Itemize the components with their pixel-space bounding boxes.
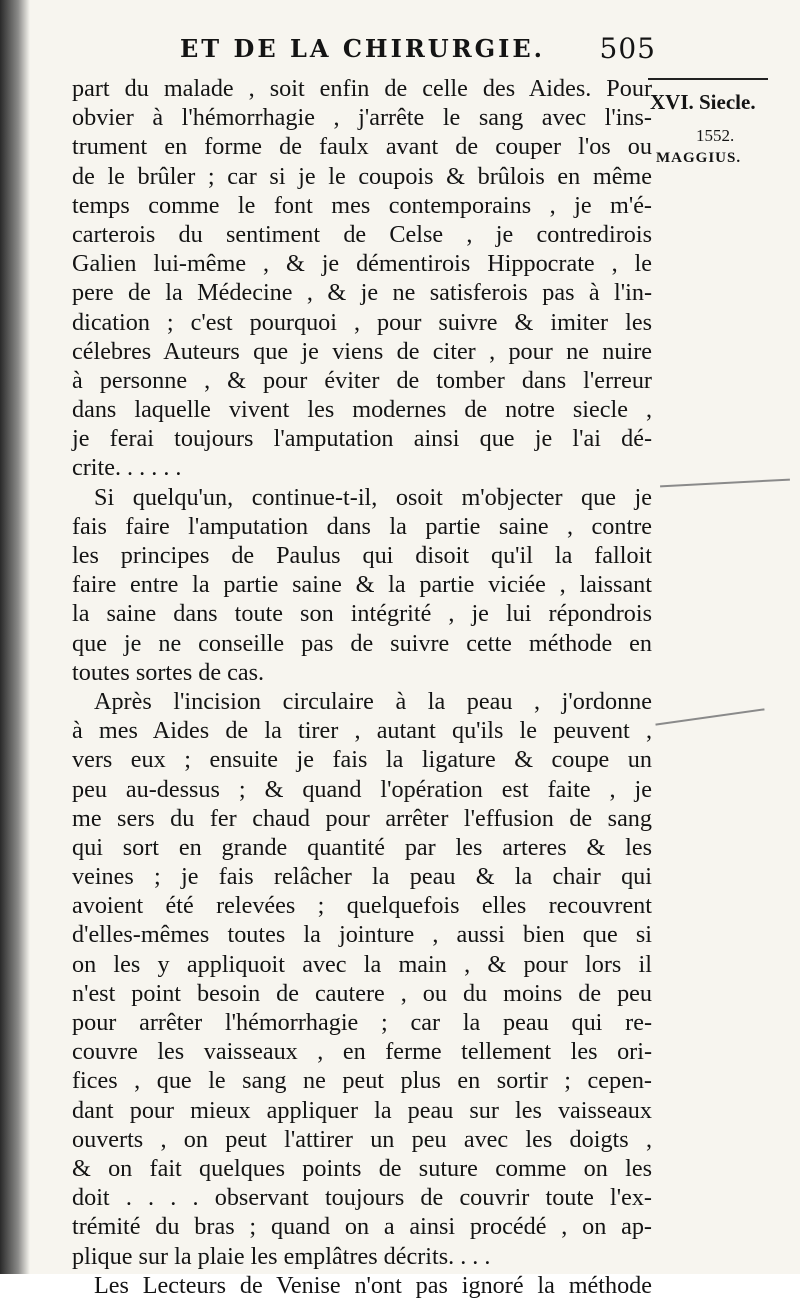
text-line: couvre les vaisseaux , en ferme tellement les ori-	[72, 1038, 652, 1066]
text-line: peu au-dessus ; & quand l'opération est faite , je	[72, 775, 652, 803]
text-line: plique sur la plaie les emplâtres décrits. . . .	[72, 1242, 491, 1270]
running-head	[180, 32, 656, 65]
text-line: temps comme le font mes contemporains , je m'é-	[72, 191, 652, 219]
text-line: n'est point besoin de cautere , ou du moins de peu	[72, 979, 652, 1007]
text-line: trument en forme de faulx avant de couper l'os ou	[72, 133, 652, 161]
page-gutter-shadow	[0, 0, 30, 1274]
text-line: toutes sortes de cas.	[72, 658, 265, 686]
text-line: crite. . . . . .	[72, 454, 182, 482]
text-line: dans laquelle vivent les modernes de notre siecle ,	[72, 396, 652, 424]
text-line: dication ; c'est pourquoi , pour suivre & imiter les	[72, 308, 652, 336]
margin-year: 1552.	[696, 126, 735, 145]
paragraph-start: Si quelqu'un, continue-t-il, osoit m'objecter que je	[94, 483, 652, 511]
text-line: avoient été relevées ; quelquefois elles recouvrent	[72, 892, 652, 920]
text-line: pere de la Médecine , & je ne satisferois pas à l'in-	[72, 279, 652, 307]
text-line: je ferai toujours l'amputation ainsi que je l'ai dé-	[72, 425, 652, 453]
margin-rule	[648, 78, 768, 80]
margin-author: MAGGIUS.	[656, 150, 742, 166]
pencil-mark	[655, 708, 764, 725]
pencil-mark	[660, 479, 790, 488]
text-line: qui sort en grande quantité par les arteres & les	[72, 833, 652, 861]
text-line: pour arrêter l'hémorrhagie ; car la peau qui re-	[72, 1009, 652, 1036]
text-line: on les y appliquoit avec la main , & pour lors il	[72, 950, 652, 978]
text-line: que je ne conseille pas de suivre cette méthode en	[72, 629, 652, 657]
text-line: me sers du fer chaud pour arrêter l'effusion de sang	[72, 804, 652, 832]
page-number: 505	[599, 32, 656, 65]
text-line: fices , que le sang ne peut plus en sortir ; cepen-	[72, 1067, 652, 1095]
paragraph-start: Après l'incision circulaire à la peau , j'ordonne	[94, 687, 652, 715]
text-line: les principes de Paulus qui disoit qu'il la falloit	[72, 542, 652, 569]
text-line: d'elles-mêmes toutes la jointure , aussi bien que si	[72, 921, 652, 949]
text-line: veines ; je fais relâcher la peau & la chair qui	[72, 863, 652, 891]
text-line: de le brûler ; car si je le coupois & brûlois en même	[72, 162, 652, 190]
text-line: à mes Aides de la tirer , autant qu'ils le peuvent ,	[72, 717, 652, 745]
text-line: obvier à l'hémorrhagie , j'arrête le sang avec l'ins-	[72, 104, 652, 132]
text-line: dant pour mieux appliquer la peau sur les vaisseaux	[72, 1096, 652, 1124]
text-line: ouverts , on peut l'attirer un peu avec les doigts ,	[72, 1125, 652, 1153]
running-head-title: ET DE LA CHIRURGIE.	[180, 34, 546, 63]
text-line: & on fait quelques points de suture comme on les	[72, 1154, 652, 1182]
text-line: doit . . . . observant toujours de couvrir toute l'ex-	[72, 1184, 652, 1212]
text-line: trémité du bras ; quand on a ainsi procédé , on ap-	[72, 1213, 652, 1241]
text-line: la saine dans toute son intégrité , je lui répondrois	[72, 600, 652, 628]
text-line: carterois du sentiment de Celse , je contredirois	[72, 220, 652, 248]
margin-century: XVI. Siecle.	[650, 90, 756, 114]
text-line: fais faire l'amputation dans la partie saine , contre	[72, 512, 652, 540]
text-line: faire entre la partie saine & la partie viciée , laissant	[72, 571, 652, 599]
text-line: vers eux ; ensuite je fais la ligature & coupe un	[72, 746, 652, 774]
body-text	[72, 74, 652, 1300]
text-line: célebres Auteurs que je viens de citer , pour ne nuire	[72, 337, 652, 365]
text-line: Galien lui-même , & je démentirois Hippocrate , le	[72, 250, 652, 278]
paragraph-start: Les Lecteurs de Venise n'ont pas ignoré la méthode	[94, 1271, 652, 1299]
text-line: à personne , & pour éviter de tomber dans l'erreur	[72, 366, 652, 394]
text-line: part du malade , soit enfin de celle des Aides. Pour	[72, 75, 652, 102]
